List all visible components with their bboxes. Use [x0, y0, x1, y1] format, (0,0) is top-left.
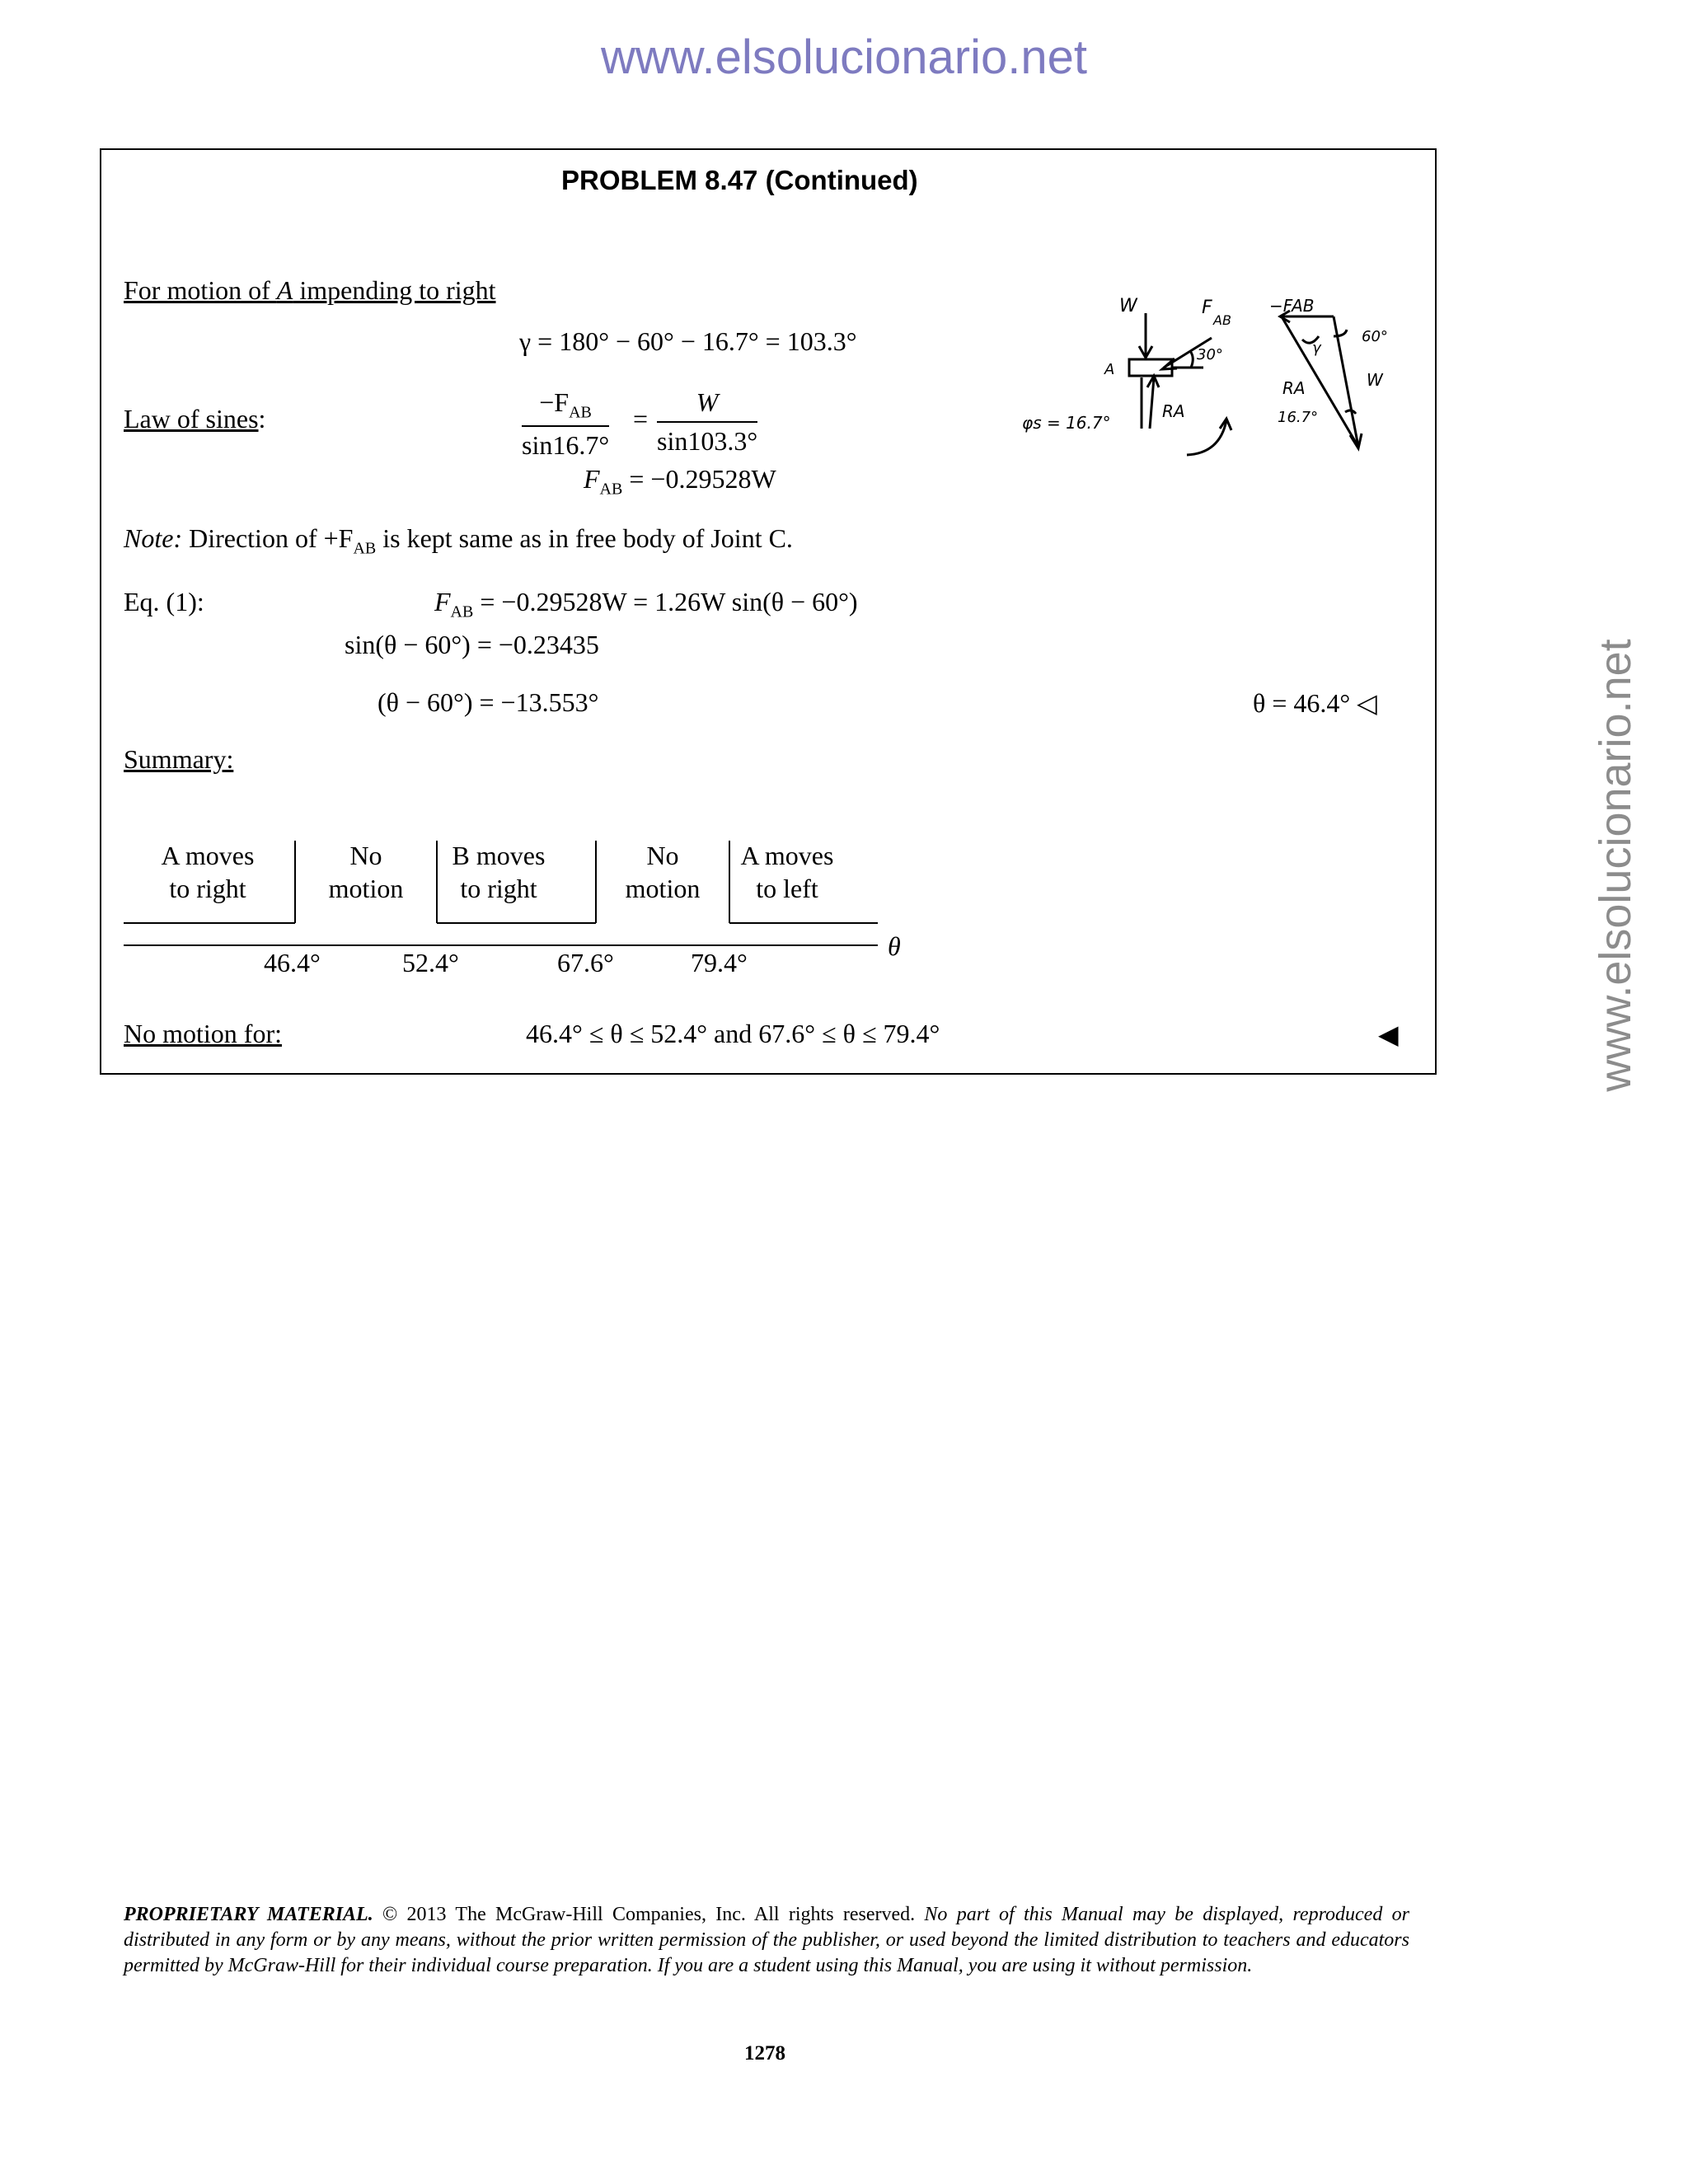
diagram-label-ab: AB — [1213, 312, 1231, 328]
diagram-label-neg-fab: −FAB — [1269, 296, 1315, 316]
diagram-label-30: 30° — [1197, 346, 1223, 363]
section-heading: For motion of A impending to right — [124, 275, 496, 305]
diagram-label-ra: RA — [1162, 401, 1185, 421]
summary-cell-no-motion-2: No motion — [625, 841, 701, 903]
answer-marker: ◀ — [1378, 1019, 1399, 1049]
tick-52-4: 52.4° — [402, 948, 459, 977]
diagram-label-60: 60° — [1362, 328, 1388, 345]
law-of-sines-label: Law of sines: — [124, 404, 266, 434]
theta-result: θ = 46.4° ◁ — [1253, 688, 1377, 718]
summary-cell-b-right: B moves to right — [452, 841, 546, 903]
tick-46-4: 46.4° — [264, 948, 321, 977]
watermark-top[interactable]: www.elsolucionario.net — [601, 30, 1087, 84]
free-body-diagram — [1022, 288, 1401, 478]
diagram-label-w: W — [1119, 296, 1137, 316]
eq1-label: Eq. (1): — [124, 587, 204, 616]
conclusion-value: 46.4° ≤ θ ≤ 52.4° and 67.6° ≤ θ ≤ 79.4° — [526, 1019, 940, 1048]
footer-copyright: PROPRIETARY MATERIAL. © 2013 The McGraw-Hill Companies, Inc. All rights reserved. No part of this Manual may be displayed, reproduced or distributed in any form or by any means, without the prior written permission of the publisher, or used beyond the limited distribution to teachers and educators permitted by McGraw-Hill for their individual course preparation. If you are a student using this Manual, you are using it without permission. — [124, 1904, 1409, 1976]
eq1-line3: (θ − 60°) = −13.553° — [377, 687, 599, 717]
eq1-line2: sin(θ − 60°) = −0.23435 — [345, 630, 599, 659]
watermark-side[interactable]: www.elsolucionario.net — [1591, 639, 1640, 1092]
gamma-equation: γ = 180° − 60° − 16.7° = 103.3° — [519, 326, 857, 356]
page-title: PROBLEM 8.47 (Continued) — [561, 165, 918, 195]
note-line: Note: Direction of $+F_{AB}$ is kept same as in free body of Joint C. — [124, 523, 793, 558]
eq1-line1: $F_{AB} = -0.29528W = 1.26W$ sin(θ − 60°) — [434, 587, 858, 621]
tick-79-4: 79.4° — [691, 948, 748, 977]
law-left-fraction: $-F_{AB}$ sin16.7° — [522, 387, 610, 461]
diagram-label-16-7: 16.7° — [1278, 409, 1319, 426]
diagram-label-ra2: RA — [1282, 378, 1306, 398]
summary-cell-no-motion-1: No motion — [328, 841, 404, 903]
diagram-label-f: F — [1202, 298, 1212, 318]
conclusion-label: No motion for: — [124, 1019, 282, 1048]
diagram-label-w2: W — [1367, 370, 1383, 390]
summary-label: Summary: — [124, 744, 234, 774]
fab-result: $F_{AB} = -0.29528W$ — [584, 464, 776, 499]
summary-cell-a-left: A moves to left — [740, 841, 834, 903]
diagram-label-gamma: γ — [1312, 340, 1321, 357]
diagram-label-a: A — [1104, 361, 1115, 378]
summary-cell-a-right: A moves to right — [161, 841, 255, 903]
theta-axis-label: θ — [888, 931, 901, 961]
law-equals: = — [633, 404, 649, 434]
law-right-fraction: $\frac{W}{\sin 103.3^\circ}$ — [657, 387, 758, 456]
tick-67-6: 67.6° — [557, 948, 614, 977]
page-number: 1278 — [744, 2042, 785, 2064]
diagram-label-phis: φs = 16.7° — [1022, 413, 1111, 433]
